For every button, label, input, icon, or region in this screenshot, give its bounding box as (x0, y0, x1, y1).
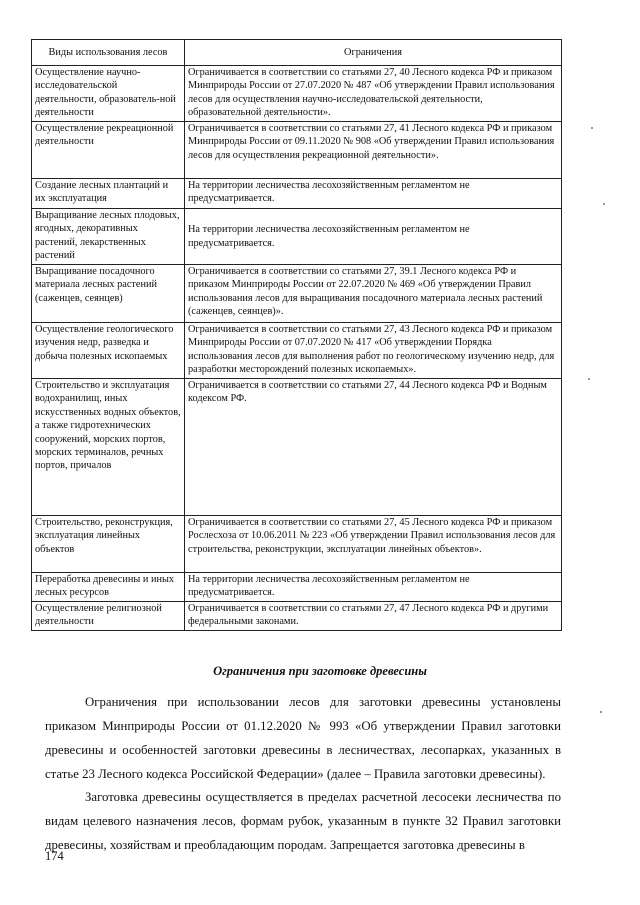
page-number: 174 (45, 849, 64, 863)
forest-use-cell: Строительство и эксплуатация водохранилищ, иных искусственных водных объектов, а также гидротехнических сооружений, морских портов, морских терминалов, речных портов, причалов (32, 379, 185, 516)
table-header-row (32, 40, 562, 66)
forest-use-cell: Выращивание посадочного материала лесных растений (саженцев, сеянцев) (32, 265, 185, 323)
restriction-cell: На территории лесничества лесохозяйственным регламентом не предусматривается. (185, 179, 562, 209)
forest-use-cell: Выращивание лесных плодовых, ягодных, декоративных растений, лекарственных растений (32, 209, 185, 265)
forest-use-cell: Осуществление рекреационной деятельности (32, 122, 185, 179)
restriction-cell: На территории лесничества лесохозяйственным регламентом не предусматривается. (185, 209, 562, 265)
forest-use-cell: Осуществление научно-исследовательской деятельности, образователь-ной деятельности (32, 66, 185, 122)
table-row (32, 179, 562, 209)
forest-use-cell: Осуществление геологического изучения недр, разведка и добыча полезных ископаемых (32, 323, 185, 379)
scan-speck (591, 127, 593, 129)
restriction-cell: Ограничивается в соответствии со статьями 27, 39.1 Лесного кодекса РФ и приказом Минприроды России от 22.07.2020 № 469 «Об утверждении Правил использования лесов для выращивания посадочного материала лесных растений (саженцев, сеянцев)». (185, 265, 562, 323)
forest-use-cell: Осуществление религиозной деятельности (32, 602, 185, 631)
table-row (32, 122, 562, 179)
scan-speck (603, 203, 605, 205)
section-heading: Ограничения при заготовке древесины (213, 664, 427, 678)
restriction-cell: Ограничивается в соответствии со статьями 27, 44 Лесного кодекса РФ и Водным кодексом РФ. (185, 379, 562, 516)
restrictions-table (31, 39, 562, 631)
forest-use-cell: Строительство, реконструкция, эксплуатация линейных объектов (32, 516, 185, 573)
table-row (32, 516, 562, 573)
restriction-cell: Ограничивается в соответствии со статьями 27, 41 Лесного кодекса РФ и приказом Минприроды России от 09.11.2020 № 908 «Об утверждении Правил использования лесов для осуществления рекреационной деятельности». (185, 122, 562, 179)
header-restrictions: Ограничения (185, 40, 562, 66)
table-row (32, 379, 562, 516)
forest-use-cell: Создание лесных плантаций и их эксплуатация (32, 179, 185, 209)
restriction-cell: Ограничивается в соответствии со статьями 27, 40 Лесного кодекса РФ и приказом Минприроды России от 27.07.2020 № 487 «Об утверждении Правил использования лесов для осуществления научно-исследовательской деятельности, образовательной деятельности». (185, 66, 562, 122)
table-row (32, 265, 562, 323)
restriction-cell: На территории лесничества лесохозяйственным регламентом не предусматривается. (185, 573, 562, 602)
header-forest-use-type: Виды использования лесов (32, 40, 185, 66)
restriction-cell: Ограничивается в соответствии со статьями 27, 45 Лесного кодекса РФ и приказом Рослесхоза от 10.06.2011 № 223 «Об утверждении Правил использования лесов для строительства, реконструкции, эксплуатации линейных объектов». (185, 516, 562, 573)
body-paragraph: Ограничения при использовании лесов для заготовки древесины установлены приказом Минприроды России от 01.12.2020 № 993 «Об утверждении Правил заготовки древесины и особенностей заготовки древесины в лесничествах, лесопарках, указанных в статье 23 Лесного кодекса Российской Федерации» (далее – Правила заготовки древесины). (45, 695, 561, 781)
restriction-cell: Ограничивается в соответствии со статьями 27, 43 Лесного кодекса РФ и приказом Минприроды России от 07.07.2020 № 417 «Об утверждении Порядка использования лесов для выполнения работ по геологическому изучению недр, для разработки месторождений полезных ископаемых». (185, 323, 562, 379)
table-row (32, 323, 562, 379)
scan-speck (600, 711, 602, 713)
table-row (32, 602, 562, 631)
table-row (32, 66, 562, 122)
forest-use-cell: Переработка древесины и иных лесных ресурсов (32, 573, 185, 602)
table-row (32, 573, 562, 602)
body-paragraph: Заготовка древесины осуществляется в пределах расчетной лесосеки лесничества по видам целевого назначения лесов, формам рубок, указанным в пункте 32 Правил заготовки древесины, хозяйствам и преобладающим породам. Запрещается заготовка древесины в (45, 790, 561, 852)
table-row (32, 209, 562, 265)
scan-speck (588, 378, 590, 380)
restriction-cell: Ограничивается в соответствии со статьями 27, 47 Лесного кодекса РФ и другими федеральными законами. (185, 602, 562, 631)
